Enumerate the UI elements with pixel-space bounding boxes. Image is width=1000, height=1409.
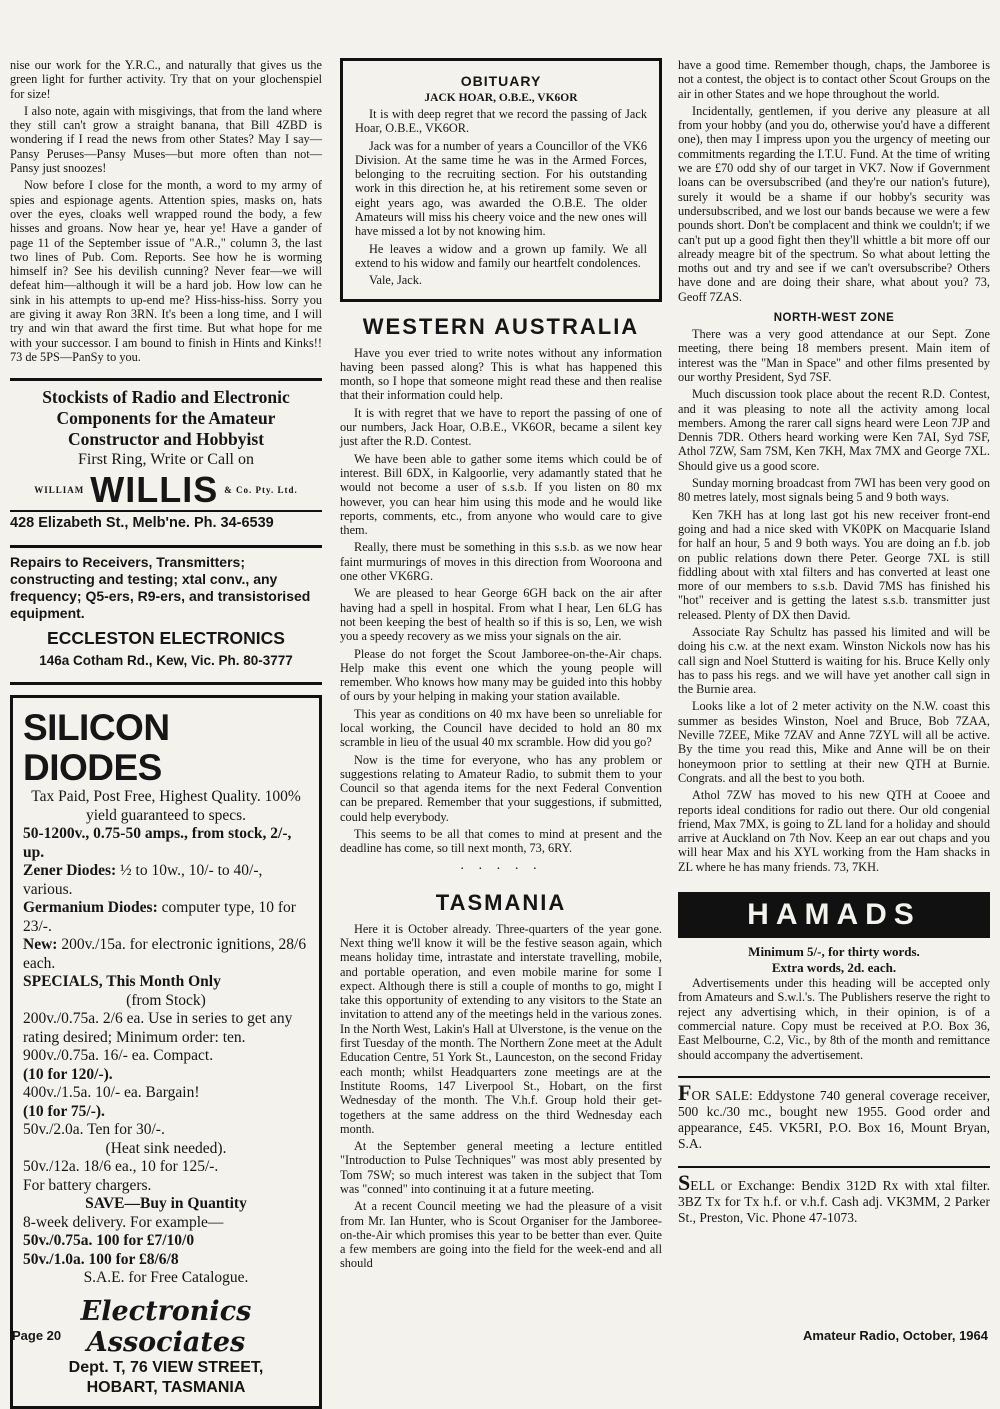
paragraph: Much discussion took place about the recent R.D. Contest, and it was pleasing to note all the activity among local members. Among the rarer call signs heard were Leon 7JP and Dennis 7DR. Others heard working were Ken 7AI, Syd 7SF, Athol 7ZW, Sam 7SM, Ken 7KH, Max 7MX and George 7XL. Should give us a good score. (678, 387, 990, 473)
willis-line: Constructor and Hobbyist (67, 429, 265, 450)
willis-line: First Ring, Write or Call on (78, 451, 254, 469)
column-2 (340, 58, 662, 1274)
willis-line: Components for the Amateur (56, 408, 276, 429)
paragraph: Sunday morning broadcast from 7WI has been very good on 80 metres lately, most signals being 5 and 9 both ways. (678, 476, 990, 505)
obituary-box (340, 58, 662, 302)
advert-line: ½ to 10w., 10/- to 40/-, various. (23, 862, 263, 898)
advert-line: SPECIALS, This Month Only (23, 973, 221, 991)
advert-line: 50v./2.0a. Ten for 30/-. (23, 1121, 165, 1139)
paragraph: At the September general meeting a lecture entitled "Introduction to Pulse Techniques" was most ably presented by Tom 7SW; so much interest was taken in the subject that Tom was "conned" into continuing it at a future meeting. (340, 1139, 662, 1196)
eccleston-address: 146a Cotham Rd., Kew, Vic. Ph. 80-3777 (39, 653, 293, 669)
advertiser-address: HOBART, TASMANIA (86, 1378, 246, 1396)
paragraph: Ken 7KH has at long last got his new receiver front-end going and had a nice sked with VK0PK on Macquarie Island for half an hour, 5 and 9 both ways. You are doing an f.b. job on public relations down there Peter. George 7XL is still fiddling about with xtal filters and has converted at least one more of our members to s.s.b. David 7MS has finished his "hot" receiver and is getting the latest s.s.b. transmitter just released. Plenty of DX then David. (678, 507, 990, 622)
paragraph: Jack was for a number of years a Councillor of the VK6 Division. At the same time he was in the Armed Forces, belonging to the recruiting section. For his outstanding work in this direction he, at his retirement some seven or eight years ago, was awarded the O.B.E. The older Amateurs will miss his cheery voice and the new ones will have missed a lot by not knowing him. (355, 138, 647, 239)
paragraph: Associate Ray Schultz has passed his limited and will be doing his c.w. at the next exam. Winston Nickols now has his call sign and Noel Stutterd is waiting for his. Bruce Kelly only has to pass his regs. and we will have yet another call sign in the Burnie area. (678, 624, 990, 697)
advert-line: 50v./0.75a. 100 for £7/10/0 (23, 1232, 195, 1250)
silicon-diodes-advert (10, 695, 322, 1409)
advert-line: computer type, 10 for 23/-. (23, 899, 296, 935)
paragraph: He leaves a widow and a grown up family. We all extend to his widow and family our heartfelt condolences. (355, 241, 647, 270)
advertiser-logo: Electronics Associates (80, 1295, 252, 1358)
advert-line: (10 for 75/-). (23, 1102, 105, 1120)
advert-line: S.A.E. for Free Catalogue. (83, 1269, 249, 1287)
willis-prefix: WILLIAM (34, 485, 85, 496)
paragraph: This year as conditions on 40 mx have been so unreliable for local working, the Council have decided to hold an 80 mx scramble in lieu of the usual 40 mx scramble. How did you go? (340, 706, 662, 750)
section-title-tasmania: TASMANIA (435, 889, 567, 915)
column-3 (678, 58, 990, 1229)
paragraph: Really, there must be something in this s.s.b. as we now hear faint murmurings of moves in this direction from Wooroona and one other VK6RG. (340, 540, 662, 584)
paragraph: There was a very good attendance at our Sept. Zone meeting, there being 18 members present. Main item of interest was the "Man in Space" and other films presented by our worthy President, Syd 7SF. (678, 327, 990, 384)
section-separator: · · · · · (459, 861, 543, 877)
paragraph: nise our work for the Y.R.C., and naturally that gives us the green light for further activity. Try that on your glochenspiel for size! (10, 58, 322, 101)
eccleston-advert (10, 554, 322, 668)
advert-line: 50-1200v., 0.75-50 amps., from stock, 2/-, up. (23, 825, 292, 861)
advert-line: 8-week delivery. For example— (23, 1213, 224, 1231)
hamads-terms: Advertisements under this heading will be accepted only from Amateurs and S.w.l.'s. The Publishers reserve the right to reject any advertising which, in their opinion, is of a commercial nature. Copy must be received at P.O. Box 36, East Melbourne, C.2, Vic., by 8th of the month and remittance should accompany the advertisement. (678, 976, 990, 1062)
classified-ad (678, 1076, 990, 1152)
willis-line: Stockists of Radio and Electronic (42, 387, 290, 408)
willis-advert (10, 387, 322, 531)
advert-label: New: (23, 936, 58, 954)
paragraph: Looks like a lot of 2 meter activity on the N.W. coast this summer as besides Winston, Noel and Bruce, Bob 7ZAA, Neville 7ZEE, Mike 7ZAV and Anne 7ZYL will all be active. By the time you read this, Mike and Anne will be on their honeymoon prior to settling at their new QTH at Burnie. Congrats. and all the best to you both. (678, 699, 990, 785)
page-number: Page 20 (12, 1328, 62, 1343)
advert-line: (Heat sink needed). (105, 1139, 227, 1157)
classified-text: OR SALE: Eddystone 740 general coverage receiver, 500 kc./30 mc., bought new 1955. Good order and appearance, £45. VK5RI, P.O. Box 16, Mount Bryan, S.A. (678, 1087, 990, 1151)
section-title-north-west-zone: NORTH-WEST ZONE (773, 312, 895, 325)
paragraph: It is with deep regret that we record the passing of Jack Hoar, O.B.E., VK6OR. (355, 107, 647, 136)
advert-label: Germanium Diodes: (23, 899, 158, 917)
advert-label: Zener Diodes: (23, 862, 117, 880)
section-title-western-australia: WESTERN AUSTRALIA (362, 313, 640, 339)
willis-logo: WILLIS (90, 469, 219, 511)
paragraph: It is with regret that we have to report the passing of one of our numbers, Jack Hoar, O.B.E., VK6OR, became a silent key just after the R.D. Contest. (340, 405, 662, 449)
publication-footer: Amateur Radio, October, 1964 (803, 1328, 988, 1343)
advert-line: (from Stock) (126, 991, 206, 1009)
advert-line: (10 for 120/-). (23, 1065, 113, 1083)
paragraph: Have you ever tried to write notes without any information having been passed along? This is what has happened this month, so I hope that someone might read these and then realise that their information could help. (340, 345, 662, 403)
paragraph: Please do not forget the Scout Jamboree-on-the-Air chaps. Help make this event one which the young people will remember. Who knows how many may be guided into this hobby of ours by your helping in making your station available. (340, 646, 662, 704)
classified-text: ELL or Exchange: Bendix 312D Rx with xtal filter. 3BZ Tx for Tx h.f. or v.h.f. Cash adj. VK3MM, 2 Parker St., Preston, Vic. Phone 47-1073. (678, 1177, 990, 1225)
advert-line: 50v./12a. 18/6 ea., 10 for 125/-. (23, 1158, 219, 1176)
divider (10, 378, 322, 381)
drop-cap: F (678, 1079, 692, 1105)
advertiser-address: Dept. T, 76 VIEW STREET, (68, 1358, 264, 1376)
eccleston-name: ECCLESTON ELECTRONICS (47, 628, 285, 649)
advert-line: 200v./0.75a. 2/6 ea. Use in series to get any rating desired; Minimum order: ten. (23, 1010, 293, 1046)
obituary-title: OBITUARY (460, 73, 542, 89)
paragraph: This seems to be all that comes to mind at present and the deadline has come, so till next month, 73, 6RY. (340, 827, 662, 856)
paragraph: Incidentally, gentlemen, if you derive any pleasure at all from your hobby (and you do, otherwise you'd have a different one), then may I impress upon you the urgency of meeting our commitments regarding the I.T.U. Fund. At the time of writing we are £70 odd shy of our target in VK7. Now if Government loans can be oversubscribed (and they're our nation's future), surely it would be a shame if our hobby's security was undersubscribed, and we lost our bands because we were a few pounds short. Don't be complacent and think we couldn't; if we can't put up a good fight then they'll whittle a bit more off our already meagre bit of the spectrum. So what about letting the moths out and try and see if we can't oversubscribe? Others have done and are doing their share, what about you? 73, Geoff 7ZAS. (678, 103, 990, 304)
hamads-rate: Extra words, 2d. each. (771, 960, 897, 976)
hamads-banner: HAMADS (678, 892, 990, 938)
paragraph: Athol 7ZW has moved to his new QTH at Cooee and reports ideal conditions for radio out there. Our old congenial friend, Max 7MX, is going to ZL land for a holiday and should arrive at Auckland on 7th Nov. Keep an ear out chaps and you will hear Max and his XYL working from the Ham shacks in ZL where he has many friends. 73, 7KH. (678, 788, 990, 874)
advert-heading: SILICON DIODES (23, 707, 170, 789)
paragraph: We have been able to gather some items which could be of interest. Bill 6DX, in Kalgoorlie, very adamantly stated that he would not become a user of s.s.b. If you listen on 80 mx however, you can hear him using this mode and he would like reports, comments, etc., from anyone who would care to give them. (340, 451, 662, 538)
obituary-name: JACK HOAR, O.B.E., VK6OR (424, 92, 578, 104)
divider (10, 682, 322, 685)
drop-cap: S (678, 1169, 691, 1195)
divider (10, 545, 322, 548)
advert-line: 50v./1.0a. 100 for £8/6/8 (23, 1250, 179, 1268)
willis-suffix: & Co. Pty. Ltd. (224, 485, 298, 496)
willis-logo-row (10, 469, 322, 511)
willis-address: 428 Elizabeth St., Melb'ne. Ph. 34-6539 (10, 510, 322, 531)
paragraph: Now before I close for the month, a word to my army of spies and espionage agents. Attention spies, masks on, hats over the eyes, cloaks well wrapped round the body, a few hisses and groans. Now hear ye, hear ye! Have a gander of page 11 of the September issue of "A.R.," column 3, the last two lines of Pub. Com. Reports. See how he is worming himself in? See his devilish cunning? Never fear—we will defeat him—although it will be a hard job. How low can he sink in his attempts to up-end me? Hiss-hiss-hiss. Sorry you are giving it away Ron 3RN. It's been a long time, and I will try and win that award the first time. But what hope for me with your successor. I am bound to finish in Hints and Kinks!! 73 de 5PS—PanSy to you. (10, 178, 322, 364)
paragraph: Now is the time for everyone, who has any problem or suggestions relating to Amateur Radio, to submit them to your Council so that agenda items for the next Federal Convention can be prepared. Remember that your suggestions, if submitted, could help everybody. (340, 752, 662, 824)
paragraph: have a good time. Remember though, chaps, the Jamboree is not a contest, the object is to contact other Scout Groups on the air in other States and we hope throughout the world. (678, 58, 990, 101)
advert-line: 200v./15a. for electronic ignitions, 28/6 each. (23, 936, 307, 972)
advert-line: SAVE—Buy in Quantity (85, 1195, 247, 1213)
paragraph: Here it is October already. Three-quarters of the year gone. Next thing we'll know it will be the festive season again, which means holiday time, intrastate and interstate travelling, mobile, and portable operation, and even mobile marine for some I expect. Although there is still a couple of months to go, might I take this opportunity of extending to any visitors to the State an invitation to attend any of the meetings held in the various zones. In the North West, Lakin's Hall at Ulverstone, is the venue on the first Tuesday of the month. The Northern Zone meet at the Adult Education Centre, 51 York St., Launceston, on the second Friday each month; whilst Headquarters zone meetings are at the Institute Rooms, 147 Liverpool St., Hobart, on the first Wednesday of the month. The V.h.f. Group hold their get-togethers at the same address on the third Wednesday each month. (340, 921, 662, 1136)
paragraph: We are pleased to hear George 6GH back on the air after having had a spell in hospital. From what I hear, Len 6LG has not been keeping the best of health so if this is so, Len, we wish you a speedy recovery as we miss your signals on the air. (340, 586, 662, 644)
paragraph: Vale, Jack. (369, 273, 422, 288)
advert-line: For battery chargers. (23, 1176, 152, 1194)
advert-line: 900v./0.75a. 16/- ea. Compact. (23, 1047, 214, 1065)
classified-ad (678, 1166, 990, 1226)
hamads-rate: Minimum 5/-, for thirty words. (748, 944, 920, 960)
advert-line: 400v./1.5a. 10/- ea. Bargain! (23, 1084, 200, 1102)
paragraph: I also note, again with misgivings, that from the land where they still can't grow a straight banana, that Bill 4ZBD is wondering if I read the news from other States? May I say—Pansy Peruses—Pansy Muses—but more often than not—Pansy just snoozes! (10, 103, 322, 176)
paragraph: At a recent Council meeting we had the pleasure of a visit from Mr. Ian Hunter, who is Scout Organiser for the Jamboree-on-the-Air which promises this year to be better than ever. Quite a few members are going into the field for the week-end and all should (340, 1199, 662, 1271)
eccleston-services: Repairs to Receivers, Transmitters; constructing and testing; xtal conv., any frequency; Q5-ers, R9-ers, and transistorised equipment. (10, 554, 311, 622)
column-1 (10, 58, 322, 1409)
advert-line: Tax Paid, Post Free, Highest Quality. 100% yield guaranteed to specs. (31, 788, 301, 824)
